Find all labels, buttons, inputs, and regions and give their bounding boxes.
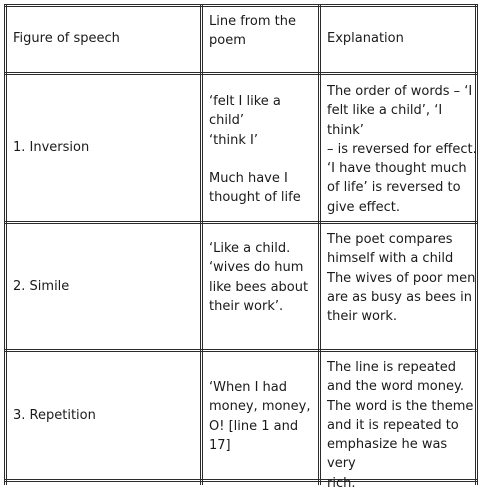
column-divider-1-inner [202,4,203,485]
table-border-left-inner [6,4,7,485]
row-2-line: ‘Like a child. ‘wives do hum like bees about their work’. [209,241,309,314]
row-1-explanation: The order of words – ‘I felt like a child’, ‘I think’ – is reversed for effect. ‘I have thought much of life’ is reversed to give effect. [327,84,477,215]
column-divider-2-inner [320,4,321,485]
row-2-figure [13,224,198,349]
row-2-explanation: The poet compares himself with a child The wives of poor men are as busy as bees in their work. [327,232,476,325]
table-border-top [4,4,478,5]
row-3-figure-label: 3. Repetition [13,407,96,423]
table-border-right-inner [477,4,478,485]
row-divider-2 [4,349,478,350]
row-3-figure [13,352,198,479]
table-border-left [4,4,5,485]
row-1-figure [13,75,198,221]
header-line-from-poem: Line from the poem [209,14,296,49]
row-1-figure-label: 1. Inversion [13,140,90,156]
column-divider-2 [318,4,319,485]
header-explanation-label: Explanation [327,31,404,47]
row-divider-header [4,72,478,73]
row-2-figure-label: 2. Simile [13,278,70,294]
column-divider-1 [200,4,201,485]
row-divider-1 [4,221,478,222]
header-explanation [327,7,473,71]
row-1-line: ‘felt I like a child’ ‘think I’ Much have I thought of life [209,94,301,206]
header-figure-of-speech [13,7,198,71]
row-3-line: ‘When I had money, money, O! [line 1 and 17] [209,380,311,453]
row-3-explanation: The line is repeated and the word money. The word is the theme and it is repeated to emphasize he was very rich. [327,360,474,491]
header-figure-label: Figure of speech [13,31,120,47]
